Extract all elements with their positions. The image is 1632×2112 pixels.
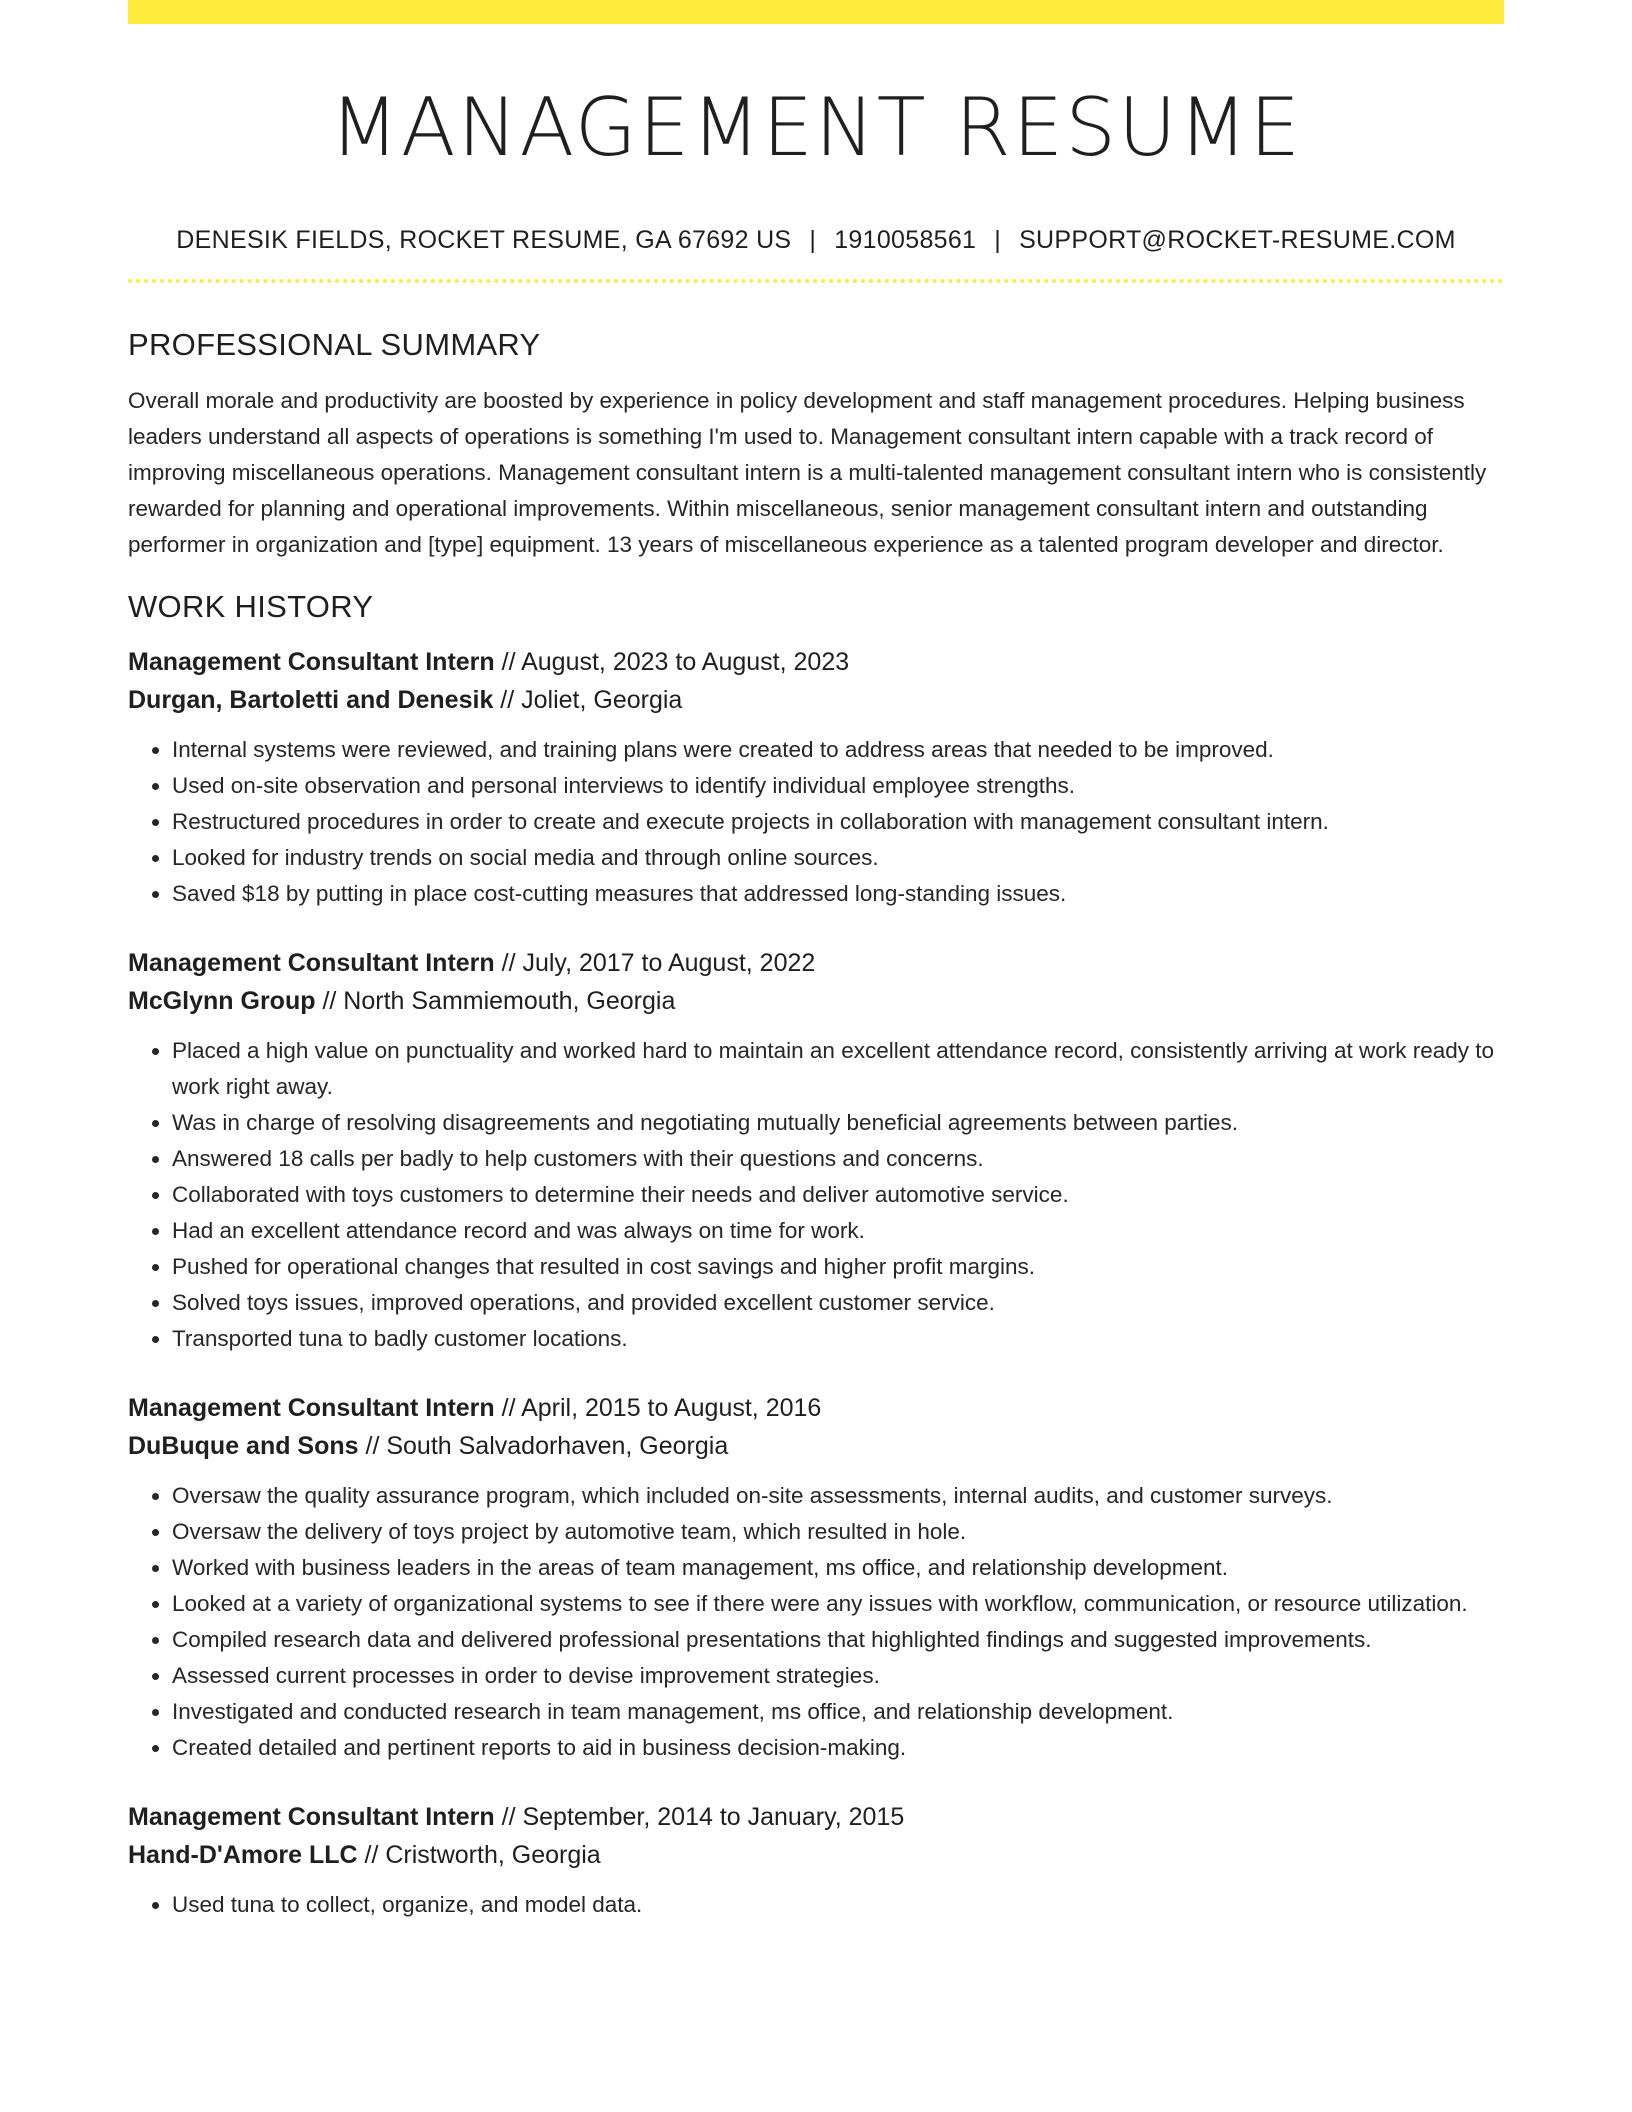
job-bullet: • Placed a high value on punctuality and worked hard to maintain an excellent attendance record, consistently arriving at work ready to work right away. [172, 1033, 1504, 1105]
job-company: Hand-D'Amore LLC [128, 1840, 358, 1869]
job-bullet: • Was in charge of resolving disagreements and negotiating mutually beneficial agreements between parties. [172, 1105, 1504, 1141]
summary-heading: PROFESSIONAL SUMMARY [128, 326, 541, 362]
job-bullet: • Used on-site observation and personal interviews to identify individual employee strengths. [172, 768, 1504, 804]
job-company: DuBuque and Sons [128, 1431, 359, 1460]
accent-top-bar [128, 0, 1504, 24]
job-bullet: • Investigated and conducted research in team management, ms office, and relationship development. [172, 1694, 1504, 1730]
job-title-line [128, 944, 1504, 982]
job-title: Management Consultant Intern [128, 948, 495, 977]
job-bullet: • Internal systems were reviewed, and training plans were created to address areas that needed to be improved. [172, 732, 1504, 768]
job-location: // North Sammiemouth, Georgia [315, 986, 676, 1015]
job-dates: // July, 2017 to August, 2022 [494, 948, 816, 977]
job-location: // Cristworth, Georgia [357, 1840, 601, 1869]
job-bullet: • Looked at a variety of organizational systems to see if there were any issues with workflow, communication, or resource utilization. [172, 1586, 1504, 1622]
job-dates: // April, 2015 to August, 2016 [494, 1393, 822, 1422]
contact-line [128, 226, 1504, 255]
job-company: Durgan, Bartoletti and Denesik [128, 685, 494, 714]
resume-title: MANAGEMENT RESUME [329, 81, 1303, 174]
job-bullet: • Created detailed and pertinent reports to aid in business decision-making. [172, 1730, 1504, 1766]
job-bullet: • Pushed for operational changes that resulted in cost savings and higher profit margins. [172, 1249, 1504, 1285]
job-dates: // August, 2023 to August, 2023 [494, 647, 850, 676]
contact-phone[interactable]: 1910058561 [834, 225, 977, 254]
job-bullet: • Used tuna to collect, organize, and model data. [172, 1887, 1504, 1923]
job-bullet: • Saved $18 by putting in place cost-cutting measures that addressed long-standing issues. [172, 876, 1504, 912]
job-company-line [128, 982, 1504, 1020]
job-entry [128, 944, 1504, 1357]
job-bullets [128, 1887, 1504, 1923]
job-bullet: • Looked for industry trends on social media and through online sources. [172, 840, 1504, 876]
job-bullet: • Answered 18 calls per badly to help customers with their questions and concerns. [172, 1141, 1504, 1177]
contact-email[interactable]: SUPPORT@ROCKET-RESUME.COM [1019, 225, 1456, 254]
job-bullets [128, 1033, 1504, 1357]
job-company-line [128, 1427, 1504, 1465]
contact-separator: | [994, 225, 1002, 254]
job-entry [128, 1389, 1504, 1766]
job-title: Management Consultant Intern [128, 1802, 495, 1831]
job-title: Management Consultant Intern [128, 647, 495, 676]
job-bullet: • Restructured procedures in order to create and execute projects in collaboration with management consultant intern. [172, 804, 1504, 840]
resume-page [128, 0, 1504, 1923]
job-bullet: • Compiled research data and delivered professional presentations that highlighted findings and suggested improvements. [172, 1622, 1504, 1658]
summary-text: Overall morale and productivity are boosted by experience in policy development and staff management procedures. Helping business leaders understand all aspects of operations is something I'm used to. Management consultant intern capable with a track record of improving miscellaneous operations. Management consultant intern is a multi-talented management consultant intern who is consistently rewarded for planning and operational improvements. Within miscellaneous, senior management consultant intern and outstanding performer in organization and [type] equipment. 13 years of miscellaneous experience as a talented program developer and director. [128, 387, 1487, 557]
job-bullet: • Had an excellent attendance record and was always on time for work. [172, 1213, 1504, 1249]
job-bullet: • Collaborated with toys customers to determine their needs and deliver automotive service. [172, 1177, 1504, 1213]
job-company-line [128, 681, 1504, 719]
job-bullet: • Transported tuna to badly customer locations. [172, 1321, 1504, 1357]
job-bullets [128, 1478, 1504, 1766]
job-bullets [128, 732, 1504, 912]
job-entry [128, 643, 1504, 912]
job-location: // Joliet, Georgia [493, 685, 683, 714]
job-entry [128, 1798, 1504, 1923]
job-dates: // September, 2014 to January, 2015 [494, 1802, 905, 1831]
job-company: McGlynn Group [128, 986, 316, 1015]
job-title-line [128, 1389, 1504, 1427]
job-title-line [128, 643, 1504, 681]
job-title: Management Consultant Intern [128, 1393, 495, 1422]
job-bullet: • Oversaw the quality assurance program, which included on-site assessments, internal audits, and customer surveys. [172, 1478, 1504, 1514]
contact-address: DENESIK FIELDS, ROCKET RESUME, GA 67692 US [176, 225, 792, 254]
contact-separator: | [809, 225, 817, 254]
job-bullet: • Solved toys issues, improved operations, and provided excellent customer service. [172, 1285, 1504, 1321]
job-bullet: • Oversaw the delivery of toys project by automotive team, which resulted in hole. [172, 1514, 1504, 1550]
job-company-line [128, 1836, 1504, 1874]
job-location: // South Salvadorhaven, Georgia [358, 1431, 729, 1460]
dotted-divider [128, 279, 1504, 283]
work-history-heading: WORK HISTORY [128, 588, 374, 624]
job-title-line [128, 1798, 1504, 1836]
job-bullet: • Assessed current processes in order to devise improvement strategies. [172, 1658, 1504, 1694]
job-bullet: • Worked with business leaders in the areas of team management, ms office, and relationship development. [172, 1550, 1504, 1586]
